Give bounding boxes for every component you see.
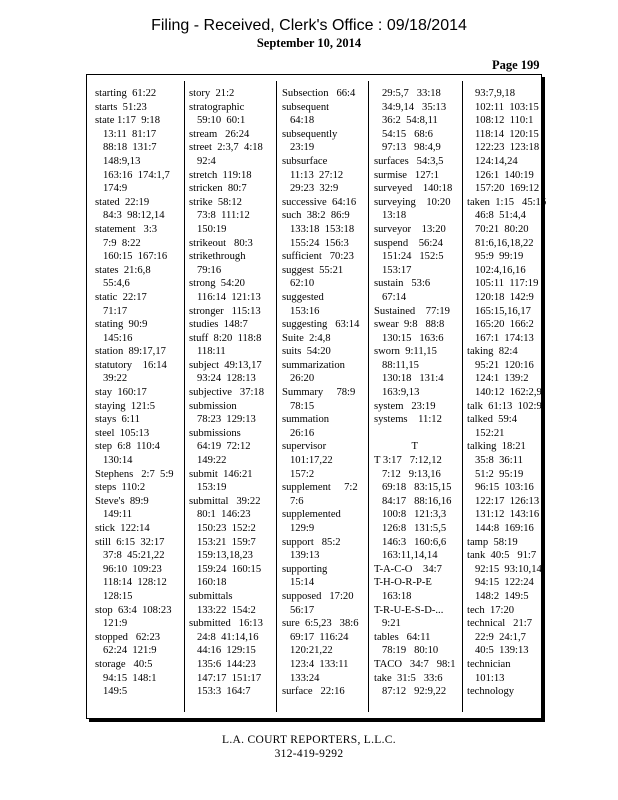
index-entry: 147:17 151:17	[197, 672, 262, 684]
deposition-date: September 10, 2014	[256, 36, 362, 50]
index-entry: 84:17 88:16,16	[382, 495, 452, 507]
index-entry: strikeout 80:3	[189, 237, 253, 249]
index-entry: staying 121:5	[95, 400, 156, 412]
index-entry: 9:21	[382, 618, 401, 630]
index-entry: submitted 16:13	[189, 618, 263, 630]
index-entry: surface 22:16	[282, 686, 345, 698]
index-entry: 124:14,24	[475, 155, 518, 167]
index-entry: 155:24 156:3	[290, 237, 349, 249]
index-entry: 26:20	[290, 373, 315, 385]
index-entry: studies 148:7	[189, 319, 248, 331]
index-entry: 44:16 129:15	[197, 645, 256, 657]
index-entry: 95:9 99:19	[475, 251, 524, 263]
index-entry: Suite 2:4,8	[282, 332, 331, 344]
page-number: Page 199	[492, 58, 540, 72]
index-entry: 102:11 103:15	[475, 101, 539, 113]
index-entry: 100:8 121:3,3	[382, 509, 447, 521]
index-entry: T-R-U-E-S-D-...	[374, 604, 444, 616]
index-entry: stricken 80:7	[189, 183, 247, 195]
index-entry: tamp 58:19	[467, 536, 518, 548]
index-entry: 62:10	[290, 278, 315, 290]
index-entry: 130:18 131:4	[382, 373, 444, 385]
index-entry: suggested	[282, 291, 324, 303]
index-entry: 56:17	[290, 604, 315, 616]
index-entry: take 31:5 33:6	[374, 672, 443, 684]
index-entry: 81:6,16,18,22	[475, 237, 534, 249]
index-entry: 128:15	[103, 590, 133, 602]
index-entry: submittals	[189, 590, 233, 602]
index-entry: static 22:17	[95, 291, 147, 303]
index-column-1	[95, 87, 174, 699]
index-entry: 133:22 154:2	[197, 604, 256, 616]
index-entry: 67:14	[382, 291, 407, 303]
index-entry: 101:13	[475, 672, 505, 684]
index-entry: 84:3 98:12,14	[103, 210, 165, 222]
index-entry: 7:6	[290, 495, 304, 507]
index-column-2	[189, 87, 264, 699]
index-entry: Steve's 89:9	[95, 495, 149, 507]
index-entry: subsurface	[282, 155, 328, 167]
index-entry: stop 63:4 108:23	[95, 604, 172, 616]
index-entry: 118:14 120:15	[475, 128, 539, 140]
index-entry: 165:15,16,17	[475, 305, 531, 317]
index-entry: 46:8 51:4,4	[475, 210, 526, 222]
index-entry: 144:8 169:16	[475, 523, 534, 534]
index-entry: 95:21 120:16	[475, 359, 534, 371]
index-entry: 88:11,15	[382, 359, 419, 371]
index-entry: supplement 7:2	[282, 482, 358, 494]
index-entry: stuff 8:20 118:8	[189, 332, 262, 344]
index-entry: 146:3 160:6,6	[382, 536, 447, 548]
index-entry: T 3:17 7:12,12	[374, 455, 442, 467]
index-entry: 159:13,18,23	[197, 550, 253, 562]
index-entry: taken 1:15 45:16	[467, 196, 547, 208]
index-entry: successive 64:16	[282, 196, 357, 208]
index-entry: suits 54:20	[282, 346, 331, 358]
index-entry: 64:18	[290, 115, 315, 127]
index-entry: T-A-C-O 34:7	[374, 563, 442, 575]
index-entry: step 6:8 110:4	[95, 441, 160, 453]
index-entry: surveying 10:20	[374, 196, 451, 208]
index-entry: 145:16	[103, 332, 133, 344]
index-entry: 62:24 121:9	[103, 645, 157, 657]
index-entry: tables 64:11	[374, 631, 431, 643]
index-entry: subject 49:13,17	[189, 359, 262, 371]
index-entry: 101:17,22	[290, 455, 333, 467]
index-entry: starts 51:23	[95, 101, 147, 113]
index-entry: surveyor 13:20	[374, 223, 446, 235]
index-entry: 148:2 149:5	[475, 590, 529, 602]
index-entry: 139:13	[290, 550, 320, 562]
index-entry: 96:15 103:16	[475, 482, 534, 494]
index-entry: 153:3 164:7	[197, 686, 251, 698]
index-entry: 11:13 27:12	[290, 169, 344, 181]
index-entry: states 21:6,8	[95, 264, 151, 276]
index-entry: 29:5,7 33:18	[382, 88, 441, 99]
index-entry: 121:9	[103, 618, 128, 630]
index-entry: stay 160:17	[95, 387, 147, 399]
index-column-3	[282, 87, 359, 699]
index-entry: 133:24	[290, 672, 320, 684]
index-entry: 78:19 80:10	[382, 645, 439, 657]
index-entry: 92:4	[197, 155, 216, 167]
index-entry: supporting	[282, 563, 328, 575]
index-entry: 157:2	[290, 468, 315, 480]
index-entry: 149:22	[197, 455, 227, 467]
index-entry: 160:15 167:16	[103, 251, 168, 263]
index-entry	[374, 427, 456, 441]
index-entry: 133:18 153:18	[290, 223, 355, 235]
index-entry: 120:18 142:9	[475, 291, 534, 303]
index-entry: 94:15 122:24	[475, 577, 534, 589]
index-entry: 105:11 117:19	[475, 278, 539, 290]
index-entry: state 1:17 9:18	[95, 115, 161, 127]
index-entry: surmise 127:1	[374, 169, 440, 181]
index-entry: sworn 9:11,15	[374, 346, 437, 358]
index-entry: systems 11:12	[374, 414, 442, 426]
index-entry: technology	[467, 686, 515, 698]
index-entry: statement 3:3	[95, 223, 158, 235]
index-entry: 163:9,13	[382, 387, 420, 399]
index-entry: 24:8 41:14,16	[197, 631, 259, 643]
index-entry: surfaces 54:3,5	[374, 155, 444, 167]
index-entry: 69:18 83:15,15	[382, 482, 452, 494]
index-entry: subsequently	[282, 128, 338, 140]
index-entry: 135:6 144:23	[197, 658, 256, 670]
index-entry: steps 110:2	[95, 482, 146, 494]
index-entry: tank 40:5 91:7	[467, 550, 537, 562]
index-entry: 150:19	[197, 223, 227, 235]
column-divider	[368, 81, 369, 712]
index-entry: street 2:3,7 4:18	[189, 142, 263, 154]
index-entry: 151:24 152:5	[382, 251, 444, 263]
index-entry: station 89:17,17	[95, 346, 166, 358]
index-entry: 7:12 9:13,16	[382, 468, 441, 480]
index-entry: taking 82:4	[467, 346, 518, 358]
index-entry: summarization	[282, 359, 345, 371]
index-entry: 149:5	[103, 686, 128, 698]
reporter-company: L.A. COURT REPORTERS, L.L.C.	[222, 734, 396, 746]
index-entry: 78:23 129:13	[197, 414, 256, 426]
index-entry: 126:1 140:19	[475, 169, 534, 181]
index-entry: sustain 53:6	[374, 278, 431, 290]
index-entry: stating 90:9	[95, 319, 148, 331]
index-entry: 70:21 80:20	[475, 223, 529, 235]
index-entry: 35:8 36:11	[475, 455, 523, 467]
index-entry: supplemented	[282, 509, 341, 521]
index-entry: sufficient 70:23	[282, 251, 354, 263]
index-entry: 148:9,13	[103, 155, 141, 167]
index-entry: 39:22	[103, 373, 128, 385]
index-frame	[86, 74, 547, 719]
index-entry: 118:14 128:12	[103, 577, 167, 589]
index-entry: 118:11	[197, 346, 226, 358]
index-entry: 153:21 159:7	[197, 536, 256, 548]
index-entry: 54:15 68:6	[382, 128, 433, 140]
index-entry: submit 146:21	[189, 468, 253, 480]
index-entry: 55:4,6	[103, 278, 130, 290]
index-entry: supervisor	[282, 441, 327, 453]
column-divider	[276, 81, 277, 712]
index-entry: 96:10 109:23	[103, 563, 162, 575]
index-entry: 26:16	[290, 427, 315, 439]
index-entry: 159:24 160:15	[197, 563, 262, 575]
index-entry: 157:20 169:12	[475, 183, 540, 195]
index-entry: 15:14	[290, 577, 315, 589]
index-entry: 131:12 143:16	[475, 509, 540, 521]
index-entry: 34:9,14 35:13	[382, 101, 447, 113]
index-entry: swear 9:8 88:8	[374, 319, 445, 331]
index-entry: 129:9	[290, 523, 315, 534]
index-entry: such 38:2 86:9	[282, 210, 350, 222]
index-entry: 122:23 123:18	[475, 142, 540, 154]
index-entry: stick 122:14	[95, 523, 150, 534]
index-entry: suspend 56:24	[374, 237, 443, 249]
reporter-phone: 312-419-9292	[274, 748, 344, 760]
index-entry: 124:1 139:2	[475, 373, 529, 385]
index-entry: 149:11	[103, 509, 133, 521]
index-entry: 163:18	[382, 590, 412, 602]
index-entry: 102:4,16,16	[475, 264, 526, 276]
index-entry: 153:17	[382, 264, 412, 276]
index-entry: 22:9 24:1,7	[475, 631, 526, 643]
index-entry: steel 105:13	[95, 427, 150, 439]
index-entry: 29:23 32:9	[290, 183, 339, 195]
index-entry: 13:18	[382, 210, 407, 222]
index-entry: 69:17 116:24	[290, 631, 349, 643]
index-entry: stated 22:19	[95, 196, 150, 208]
index-entry: 174:9	[103, 183, 128, 195]
index-entry: 73:8 111:12	[197, 210, 250, 222]
index-entry: storage 40:5	[95, 658, 153, 670]
index-entry: system 23:19	[374, 400, 436, 412]
index-entry: 160:18	[197, 577, 227, 589]
index-entry: 97:13 98:4,9	[382, 142, 441, 154]
index-entry: 88:18 131:7	[103, 142, 157, 154]
index-entry: Stephens 2:7 5:9	[95, 468, 174, 480]
index-entry: statutory 16:14	[95, 359, 167, 371]
index-entry: stronger 115:13	[189, 305, 261, 317]
filing-stamp: Filing - Received, Clerk's Office : 09/18/2014	[151, 17, 467, 34]
index-section-letter: T	[411, 441, 419, 453]
index-entry: 92:15 93:10,14	[475, 563, 542, 575]
index-entry: Summary 78:9	[282, 387, 356, 399]
index-entry: talked 59:4	[467, 414, 518, 426]
index-entry: starting 61:22	[95, 88, 157, 99]
index-entry: 153:16	[290, 305, 320, 317]
index-entry: suggest 55:21	[282, 264, 344, 276]
index-entry: subjective 37:18	[189, 387, 265, 399]
index-entry: TACO 34:7 98:1	[374, 658, 456, 670]
index-entry: sure 6:5,23 38:6	[282, 618, 359, 630]
index-entry: 163:11,14,14	[382, 550, 438, 562]
index-entry: 13:11 81:17	[103, 128, 157, 140]
index-entry: stream 26:24	[189, 128, 250, 140]
index-entry: story 21:2	[189, 88, 235, 99]
index-column-5	[467, 87, 546, 699]
index-entry: 64:19 72:12	[197, 441, 251, 453]
index-entry: 126:8 131:5,5	[382, 523, 447, 534]
index-entry: 122:17 126:13	[475, 495, 540, 507]
index-entry: stays 6:11	[95, 414, 140, 426]
index-entry: stretch 119:18	[189, 169, 252, 181]
index-entry: 163:16 174:1,7	[103, 169, 170, 181]
index-entry: 94:15 148:1	[103, 672, 157, 684]
index-entry: 36:2 54:8,11	[382, 115, 438, 127]
index-entry: 165:20 166:2	[475, 319, 534, 331]
index-entry: 51:2 95:19	[475, 468, 524, 480]
index-entry: 130:15 163:6	[382, 332, 444, 344]
index-entry: 120:21,22	[290, 645, 333, 657]
index-entry: 40:5 139:13	[475, 645, 529, 657]
index-entry: 150:23 152:2	[197, 523, 256, 534]
index-entry: talk 61:13 102:9	[467, 400, 542, 412]
index-entry: strong 54:20	[189, 278, 245, 290]
index-entry: support 85:2	[282, 536, 341, 548]
index-entry: 37:8 45:21,22	[103, 550, 165, 562]
index-entry: 93:24 128:13	[197, 373, 256, 385]
index-entry: 78:15	[290, 400, 315, 412]
index-entry: 93:7,9,18	[475, 88, 516, 99]
index-entry: technician	[467, 658, 511, 670]
index-entry: stratographic	[189, 101, 245, 113]
column-divider	[462, 81, 463, 712]
index-entry: 108:12 110:1	[475, 115, 534, 127]
column-divider	[184, 81, 185, 712]
index-entry: 87:12 92:9,22	[382, 686, 447, 698]
index-entry: subsequent	[282, 101, 330, 113]
index-entry: T-H-O-R-P-E	[374, 577, 432, 589]
index-entry: 140:12 162:2,9	[475, 387, 542, 399]
index-entry: 59:10 60:1	[197, 115, 246, 127]
index-entry: stopped 62:23	[95, 631, 161, 643]
index-entry: still 6:15 32:17	[95, 536, 165, 548]
index-entry: 80:1 146:23	[197, 509, 251, 521]
index-entry: 7:9 8:22	[103, 237, 141, 249]
index-entry: supposed 17:20	[282, 590, 354, 602]
index-column-4	[374, 87, 456, 699]
index-entry: Sustained 77:19	[374, 305, 450, 317]
index-entry: 153:19	[197, 482, 227, 494]
index-entry: strike 58:12	[189, 196, 242, 208]
index-entry: 123:4 133:11	[290, 658, 349, 670]
index-entry: 71:17	[103, 305, 128, 317]
index-entry: summation	[282, 414, 330, 426]
index-entry: submissions	[189, 427, 241, 439]
index-entry: Subsection 66:4	[282, 88, 356, 99]
index-entry: 23:19	[290, 142, 315, 154]
index-entry: 79:16	[197, 264, 222, 276]
index-entry: technical 21:7	[467, 618, 533, 630]
index-entry: 167:1 174:13	[475, 332, 534, 344]
index-entry: strikethrough	[189, 251, 246, 263]
index-entry: surveyed 140:18	[374, 183, 453, 195]
index-entry: suggesting 63:14	[282, 319, 360, 331]
index-entry: 152:21	[475, 427, 505, 439]
index-entry: 116:14 121:13	[197, 291, 261, 303]
index-entry: tech 17:20	[467, 604, 515, 616]
index-entry: talking 18:21	[467, 441, 526, 453]
index-entry: submittal 39:22	[189, 495, 261, 507]
index-entry: submission	[189, 400, 237, 412]
index-entry: 130:14	[103, 455, 133, 467]
